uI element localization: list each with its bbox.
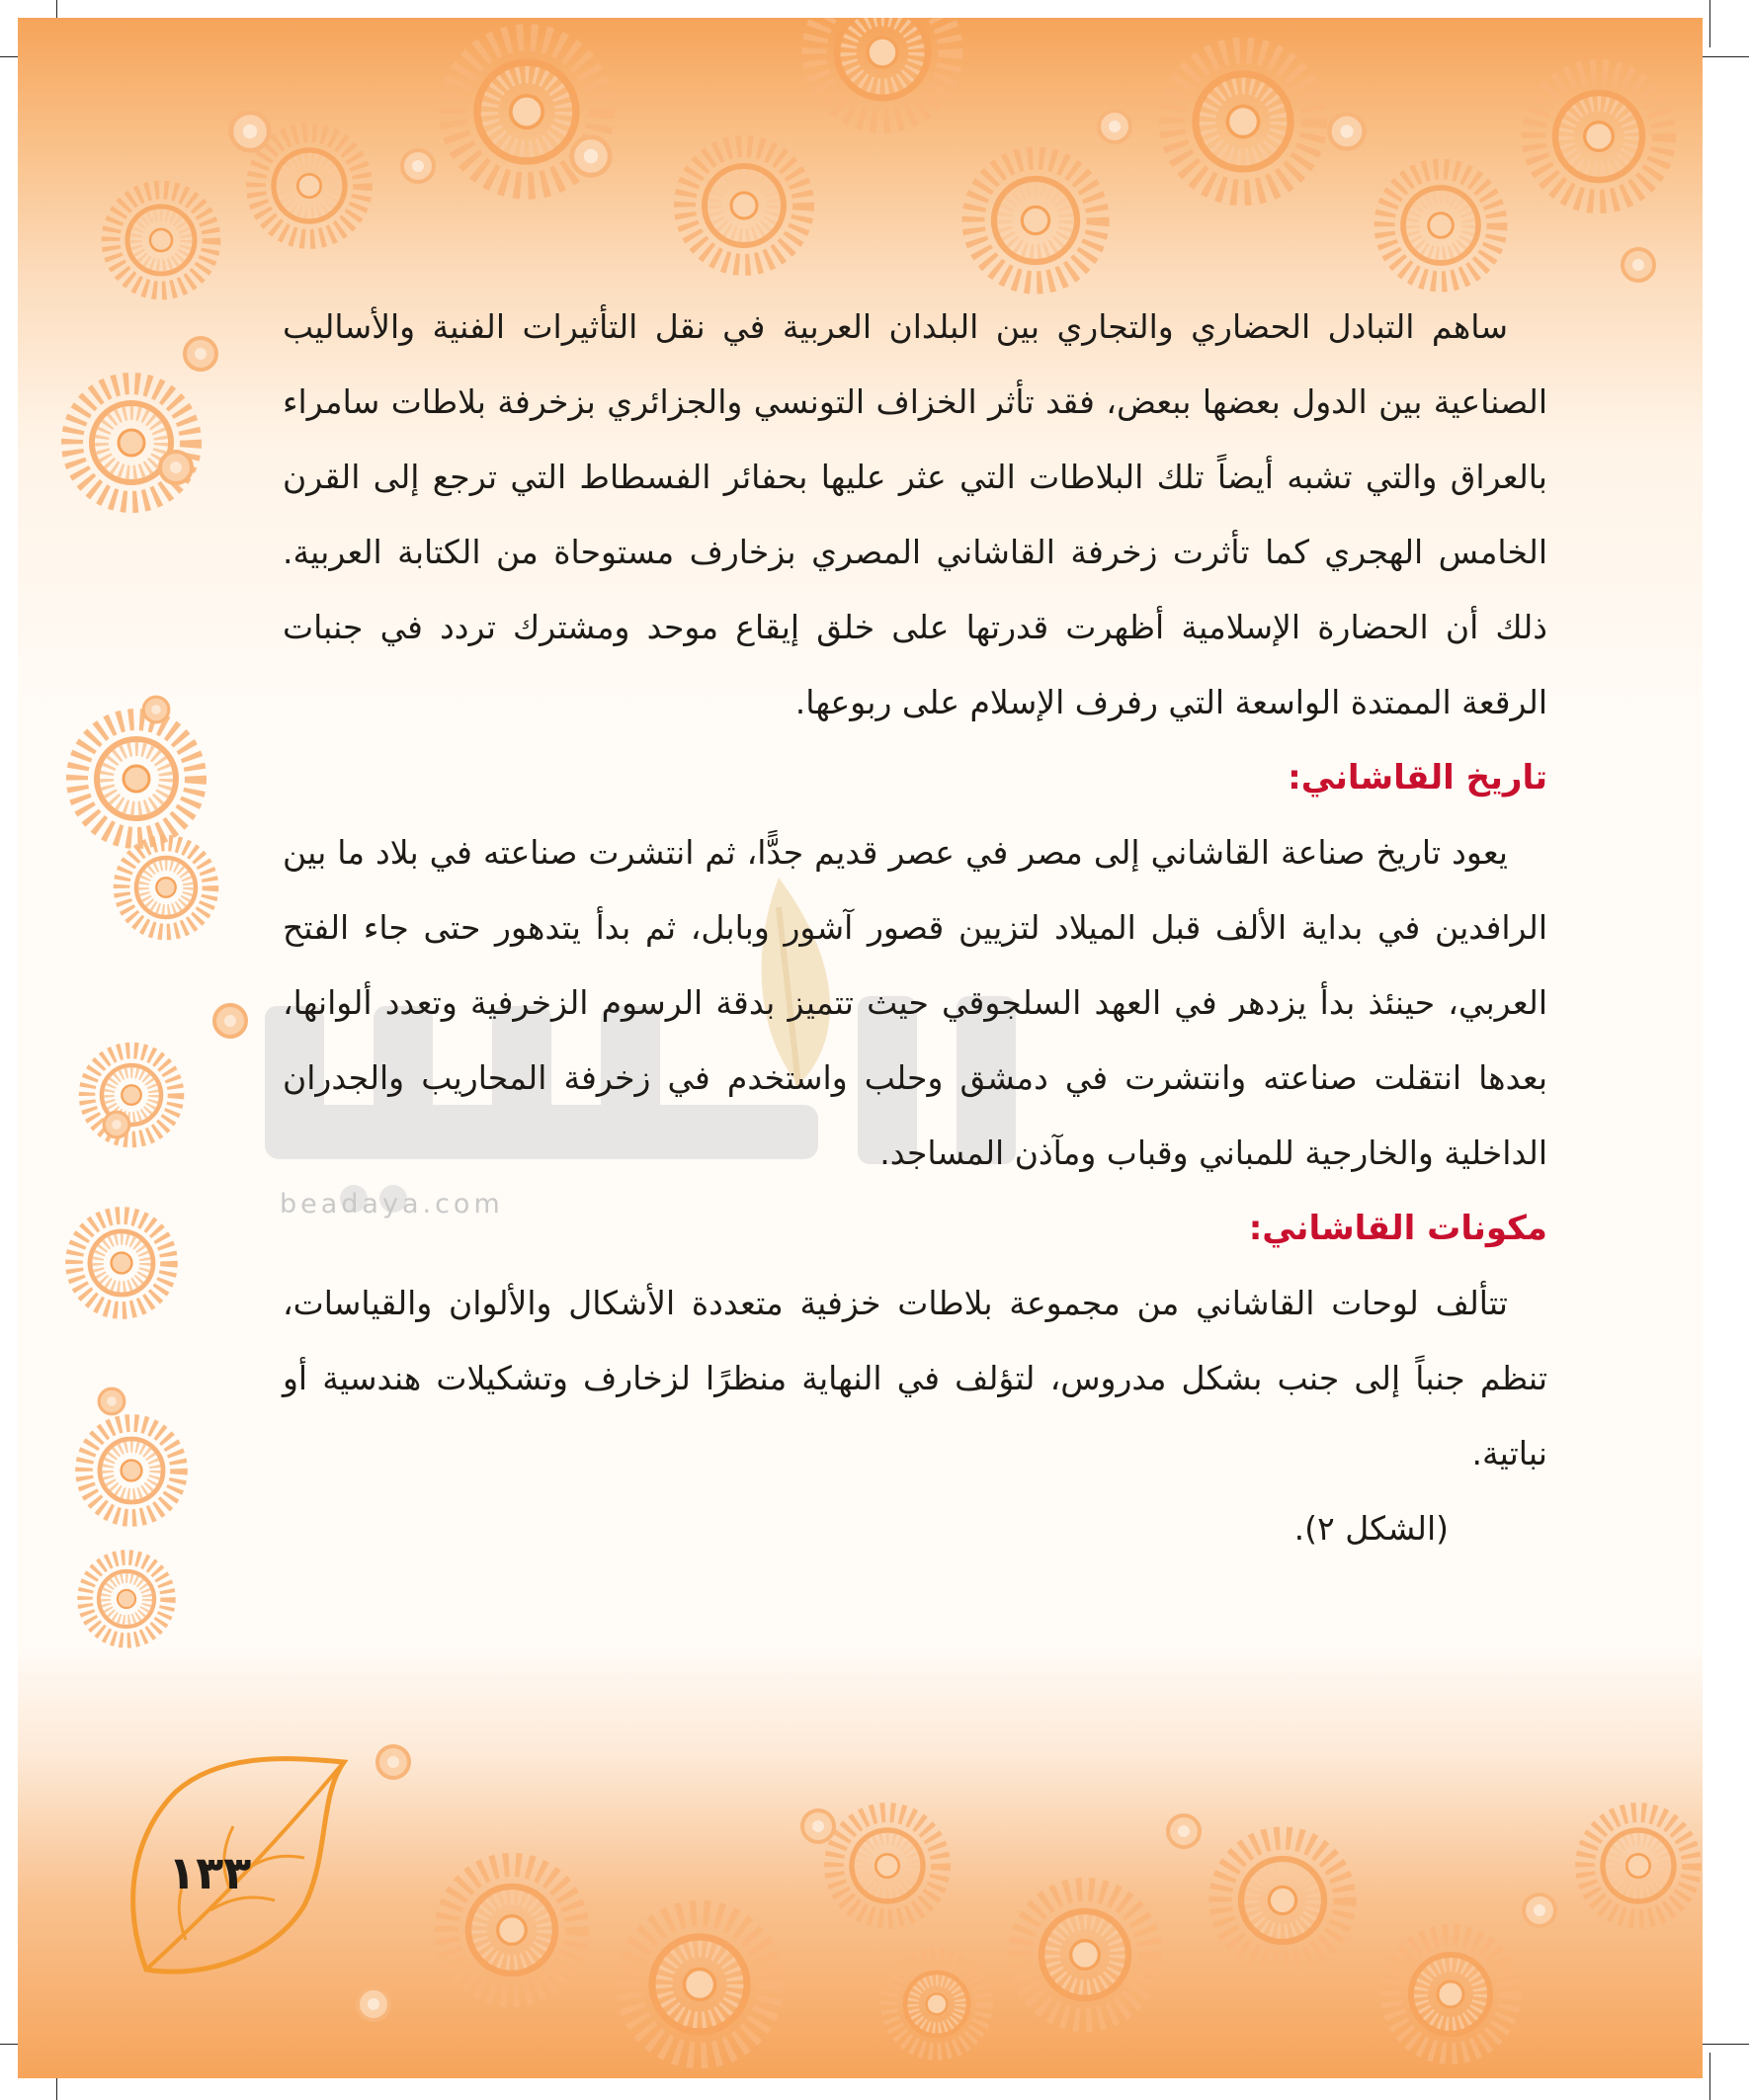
heading-history: تاريخ القاشاني: [1288, 758, 1547, 798]
text-column [283, 290, 1547, 1566]
figure-reference: (الشكل ٢). [1293, 1509, 1449, 1548]
heading-components: مكونات القاشاني: [1248, 1209, 1547, 1248]
page-sheet [18, 18, 1703, 2078]
trim-mark [1709, 2053, 1710, 2100]
trim-mark [1702, 56, 1749, 57]
page-number: ١٣٣ [168, 1846, 252, 1899]
paragraph-history: يعود تاريخ صناعة القاشاني إلى مصر في عصر قديم جدًّا، ثم انتشرت صناعته في بلاد ما بين الرافدين في بداية الألف قبل الميلاد لتزيين قصور آشور وبابل، ثم بدأ يتدهور حتى جاء الفتح العربي، حينئذ بدأ يزدهر في العهد السلجوقي حيث تتميز بدقة الرسوم الزخرفية وتعدد ألوانها، بعدها انتقلت صناعته وانتشرت في دمشق وحلب واستخدم في زخرفة المحاريب والجدران الداخلية والخارجية للمباني وقباب ومآذن المساجد. [283, 833, 1547, 1172]
paragraph-exchange: ساهم التبادل الحضاري والتجاري بين البلدان العربية في نقل التأثيرات الفنية والأساليب الصناعية بين الدول بعضها ببعض، فقد تأثر الخزاف التونسي والجزائري بزخرفة بلاطات سامراء بالعراق والتي تشبه أيضاً تلك البلاطات التي عثر عليها بحفائر الفسطاط التي ترجع إلى القرن الخامس الهجري كما تأثرت زخرفة القاشاني المصري بزخارف مستوحاة من الكتابة العربية. ذلك أن الحضارة الإسلامية أظهرت قدرتها على خلق إيقاع موحد ومشترك تردد في جنبات الرقعة الممتدة الواسعة التي رفرف الإسلام على ربوعها. [283, 307, 1547, 721]
trim-mark [1709, 0, 1710, 47]
trim-mark [1702, 2044, 1749, 2045]
paragraph-components: تتألف لوحات القاشاني من مجموعة بلاطات خزفية متعددة الأشكال والألوان والقياسات، تنظم جنباً إلى جنب بشكل مدروس، لتؤلف في النهاية منظرًا لزخارف وتشكيلات هندسية أو نباتية. [283, 1284, 1547, 1472]
watermark-text: beadaya.com [280, 1189, 504, 1219]
